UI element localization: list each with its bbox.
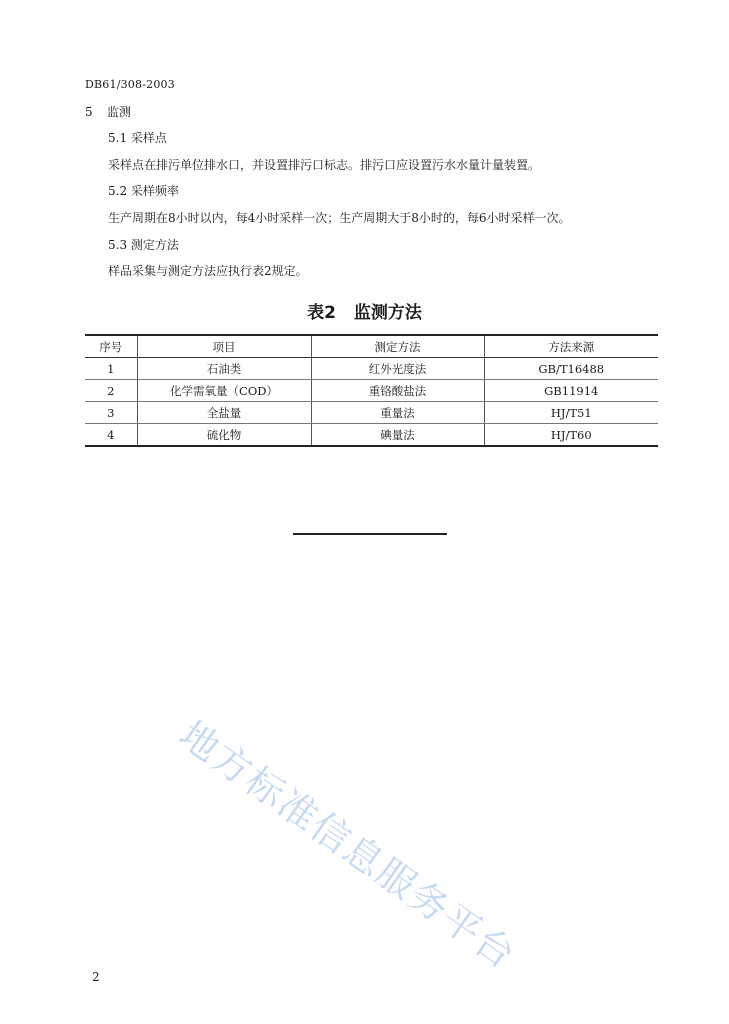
subsection-heading-5-2 — [108, 182, 179, 199]
subsection-heading-5-3 — [108, 236, 179, 253]
subsection-title: 采样点 — [130, 131, 167, 145]
end-of-text-rule — [293, 533, 447, 535]
subsection-number: 5.2 — [108, 184, 128, 198]
table-cell: 硫化物 — [137, 424, 311, 447]
table-cell: GB11914 — [484, 380, 658, 402]
table-cell: 4 — [85, 424, 137, 447]
table-cell: HJ/T60 — [484, 424, 658, 447]
table-cell: 石油类 — [137, 358, 311, 380]
table-cell: 碘量法 — [311, 424, 484, 447]
table-row — [85, 380, 658, 402]
table-cell: 全盐量 — [137, 402, 311, 424]
document-code: DB61/308-2003 — [85, 78, 175, 91]
table-cell: 重铬酸盐法 — [311, 380, 484, 402]
subsection-title: 采样频率 — [130, 184, 179, 198]
subsection-heading-5-1 — [108, 129, 167, 146]
table-caption: 监测方法 — [353, 303, 422, 323]
table-label: 表2 — [307, 303, 336, 323]
column-header-item: 项目 — [137, 335, 311, 358]
column-header-source: 方法来源 — [484, 335, 658, 358]
column-header-method: 测定方法 — [311, 335, 484, 358]
table-cell: HJ/T51 — [484, 402, 658, 424]
table-header-row — [85, 335, 658, 358]
table-cell: 重量法 — [311, 402, 484, 424]
table-cell: 红外光度法 — [311, 358, 484, 380]
table-cell: 化学需氧量（COD） — [137, 380, 311, 402]
table-row — [85, 402, 658, 424]
column-header-index: 序号 — [85, 335, 137, 358]
subsection-number: 5.1 — [108, 131, 128, 145]
watermark: 地方标准信息服务平台 — [171, 712, 525, 978]
page-number: 2 — [92, 970, 100, 984]
section-title: 监测 — [107, 105, 132, 119]
section-number: 5 — [85, 105, 93, 119]
subsection-number: 5.3 — [108, 238, 128, 252]
table-row — [85, 358, 658, 380]
table-cell: 2 — [85, 380, 137, 402]
monitoring-methods-table — [85, 334, 658, 447]
table-title — [0, 298, 729, 323]
table-cell: 3 — [85, 402, 137, 424]
subsection-title: 测定方法 — [130, 238, 179, 252]
subsection-text-5-2: 生产周期在8小时以内，每4小时采样一次；生产周期大于8小时的，每6小时采样一次。 — [108, 211, 571, 225]
section-heading — [85, 103, 131, 120]
table-row — [85, 424, 658, 447]
subsection-text-5-1: 采样点在排污单位排水口，并设置排污口标志。排污口应设置污水水量计量装置。 — [108, 158, 541, 172]
table-cell: 1 — [85, 358, 137, 380]
table-cell: GB/T16488 — [484, 358, 658, 380]
subsection-text-5-3: 样品采集与测定方法应执行表2规定。 — [108, 264, 308, 278]
